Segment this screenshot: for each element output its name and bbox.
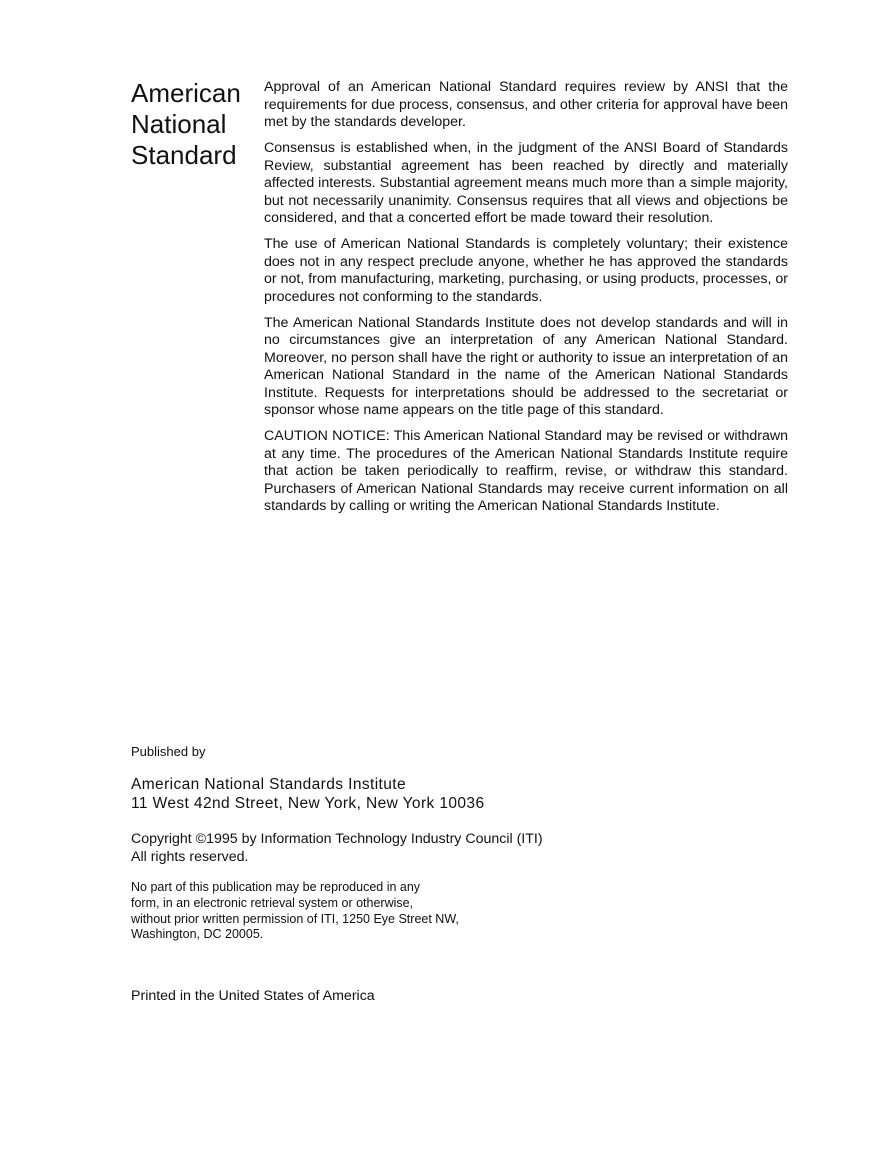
reproduction-line: form, in an electronic retrieval system or otherwise, — [131, 895, 414, 910]
title-line: American — [131, 78, 241, 108]
publisher-name: American National Standards Institute — [131, 776, 406, 793]
title-line: Standard — [131, 140, 237, 170]
paragraph-voluntary-use: The use of American National Standards is completely voluntary; their existence does not in any respect preclude anyone, whether he has approved the standards or not, from manufacturing, marketing, purchasing, or using products, processes, or procedures not conforming to the standards. — [264, 236, 788, 305]
paragraph-caution-notice: CAUTION NOTICE: This American National Standard may be revised or withdrawn at any time. The procedures of the American National Standards Institute require that action be taken periodically to reaffirm, revise, or withdraw this standard. Purchasers of American National Standards may receive current information on all standards by calling or writing the American National Standards Institute. — [264, 428, 788, 514]
printed-in-label: Printed in the United States of America — [131, 988, 375, 1004]
page-title — [131, 78, 256, 171]
published-by-label: Published by — [131, 744, 206, 759]
copyright-block — [131, 830, 543, 866]
reproduction-notice — [131, 880, 459, 943]
publisher-block — [131, 775, 484, 813]
copyright-line: Copyright ©1995 by Information Technology Industry Council (ITI) — [131, 831, 543, 847]
reproduction-line: No part of this publication may be reproduced in any — [131, 880, 421, 894]
paragraph-approval: Approval of an American National Standard requires review by ANSI that the requirements for due process, consensus, and other criteria for approval have been met by the standards developer. — [264, 79, 788, 130]
reproduction-line: Washington, DC 20005. — [131, 927, 264, 942]
body-text — [264, 79, 788, 524]
paragraph-interpretation: The American National Standards Institute does not develop standards and will in no circumstances give an interpretation of any American National Standard. Moreover, no person shall have the right or authority to issue an interpretation of an American National Standard in the name of the American National Standards Institute. Requests for interpretations should be addressed to the secretariat or sponsor whose name appears on the title page of this standard. — [264, 314, 788, 418]
paragraph-consensus: Consensus is established when, in the judgment of the ANSI Board of Standards Review, substantial agreement has been reached by directly and materially affected interests. Substantial agreement means much more than a simple majority, but not necessarily unanimity. Consensus requires that all views and objections be considered, and that a concerted effort be made toward their resolution. — [264, 140, 788, 226]
reproduction-line: without prior written permission of ITI, 1250 Eye Street NW, — [131, 911, 459, 926]
rights-line: All rights reserved. — [131, 849, 249, 865]
title-line: National — [131, 109, 227, 139]
publisher-address: 11 West 42nd Street, New York, New York 10036 — [131, 795, 485, 812]
